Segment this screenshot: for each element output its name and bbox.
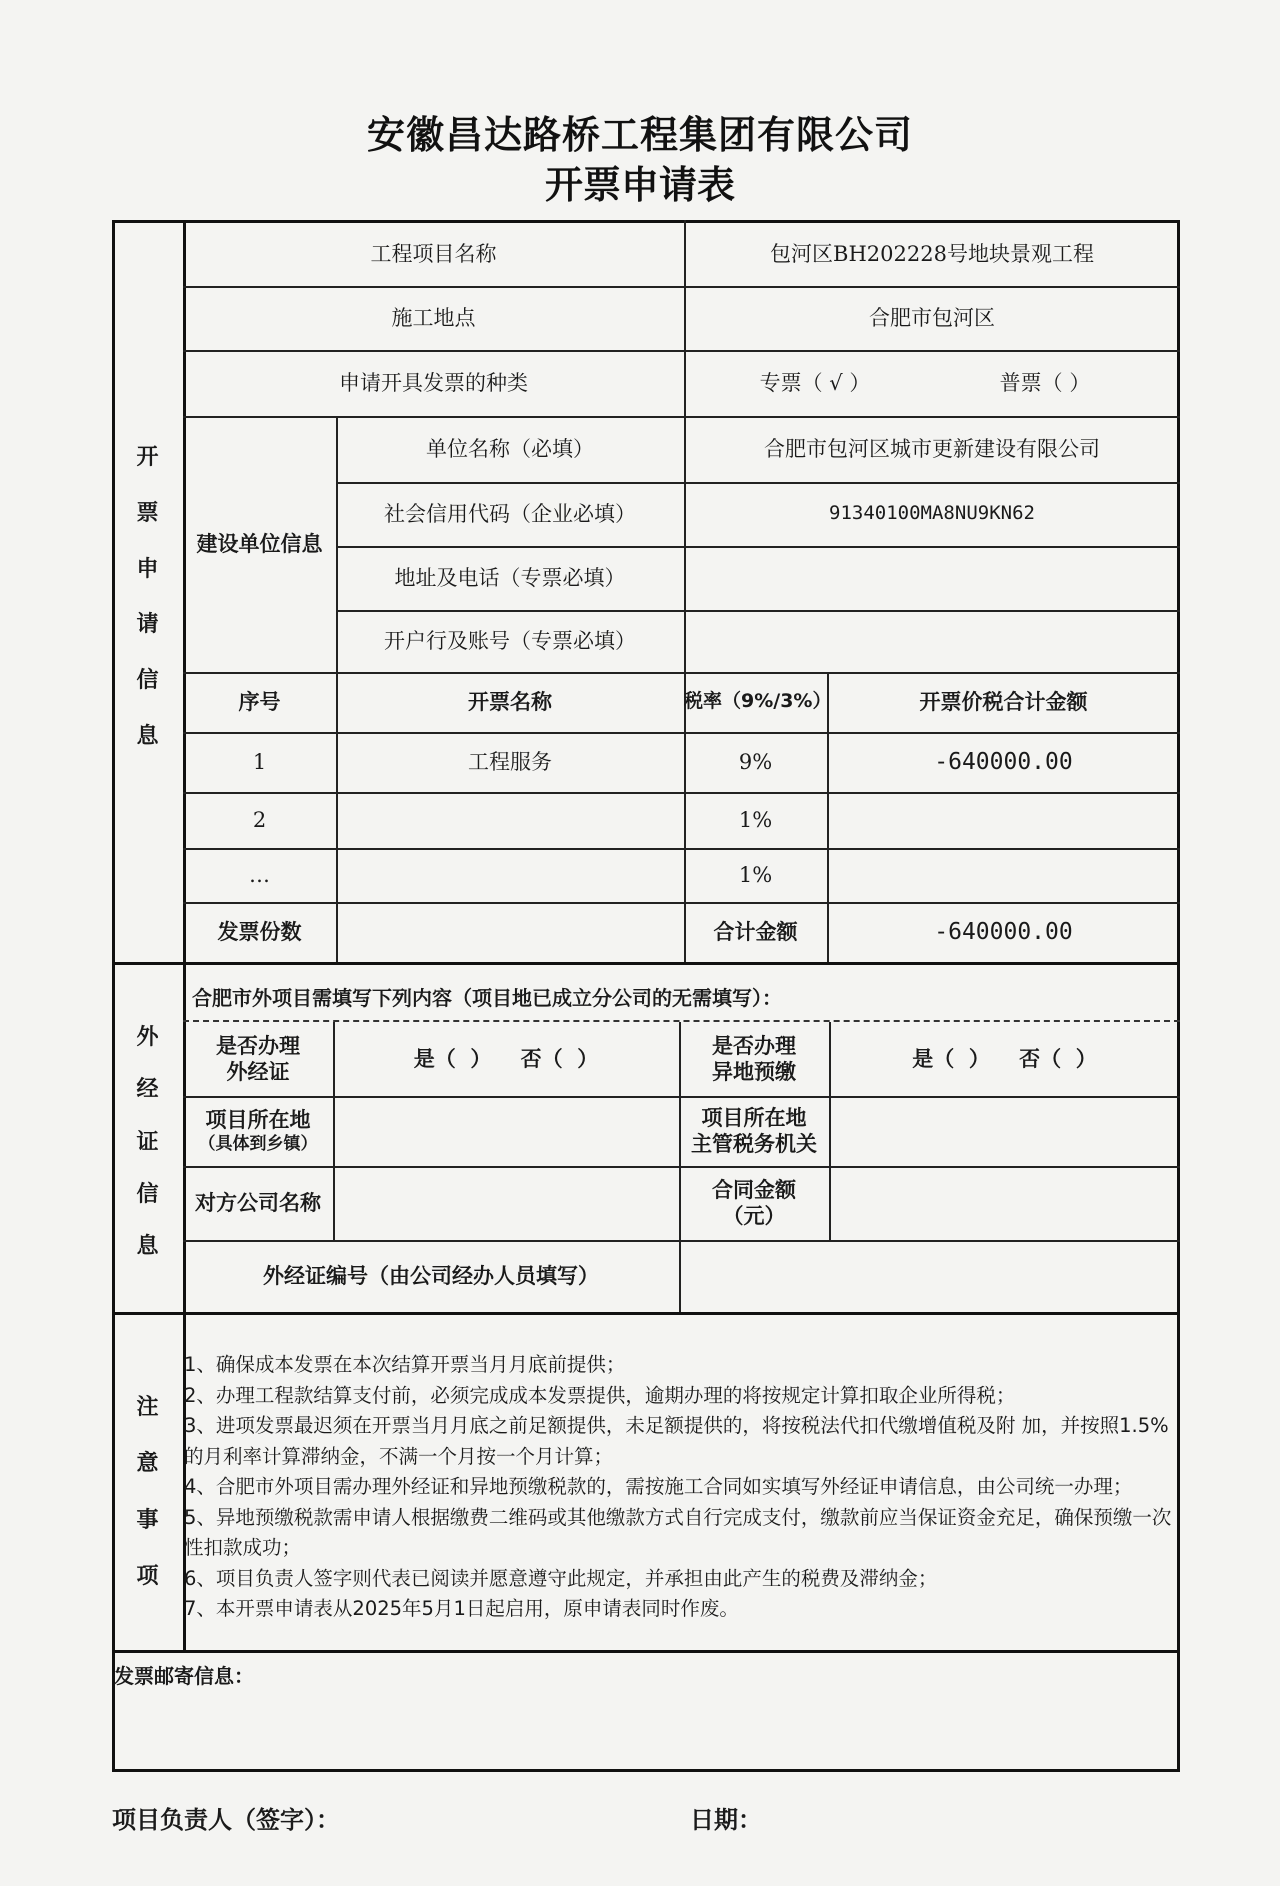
bank-label: 开户行及账号（专票必填） [384, 628, 636, 653]
signer-label: 项目负责人（签字）： [112, 1806, 340, 1834]
table-row-1-name[interactable]: 工程服务 [468, 749, 552, 774]
bank-value[interactable] [684, 610, 1180, 672]
prepay-label: 是否办理 异地预缴 [712, 1033, 796, 1084]
invoice-type-special[interactable]: 专票（ √ ） [759, 370, 871, 395]
table-row-3-rate[interactable]: 1% [738, 862, 773, 887]
note-item: 2、办理工程款结算支付前，必须完成成本发票提供，逾期办理的将按规定计算扣取企业所得税； [184, 1383, 1016, 1407]
address-label: 地址及电话（专票必填） [394, 565, 626, 590]
mailing-info-label: 发票邮寄信息： [114, 1664, 254, 1688]
note-item: 3、进项发票最迟须在开票当月月底之前足额提供，未足额提供的，将按税法代扣代缴增值税及附 加，并按照1.5%的月利率计算滞纳金，不满一个月按一个月计算； [184, 1414, 1169, 1468]
note-item: 4、合肥市外项目需办理外经证和异地预缴税款的，需按施工合同如实填写外经证申请信息，由公司统一办理； [184, 1475, 1133, 1498]
table-row-2-name[interactable] [336, 792, 684, 848]
date-label: 日期： [690, 1806, 762, 1834]
project-name-value[interactable]: 包河区BH202228号地块景观工程 [770, 241, 1094, 266]
cert-number-value[interactable] [679, 1240, 1180, 1312]
side-label-foreign-cert: 外 经 证 信 息 [136, 1025, 159, 1259]
invoice-type-normal[interactable]: 普票（ ） [999, 370, 1091, 395]
table-header-no: 序号 [238, 689, 281, 714]
table-header-rate: 税率（9%/3%） [684, 690, 832, 713]
cert-number-label: 外经证编号（由公司经办人员填写） [263, 1263, 599, 1288]
table-row-1-rate[interactable]: 9% [738, 749, 773, 774]
table-row-1-no: 1 [252, 749, 267, 774]
company-title: 安徽昌达路桥工程集团有限公司 [366, 113, 913, 157]
unit-name-value[interactable]: 合肥市包河区城市更新建设有限公司 [764, 436, 1100, 461]
total-amount-label: 合计金额 [713, 919, 798, 944]
side-label-invoice-info: 开 票 申 请 信 息 [136, 445, 159, 749]
table-header-amount: 开票价税合计金额 [919, 689, 1088, 714]
table-row-1-amount[interactable]: -640000.00 [934, 748, 1073, 775]
contract-amount-label: 合同金额 （元） [712, 1177, 796, 1228]
counterparty-label: 对方公司名称 [195, 1190, 321, 1215]
contract-amount-value[interactable] [829, 1166, 1180, 1240]
side-label-notes: 注 意 事 项 [136, 1395, 159, 1589]
note-item: 5、异地预缴税款需申请人根据缴费二维码或其他缴款方式自行完成支付，缴款前应当保证资金充足，确保预缴一次性扣款成功； [184, 1505, 1172, 1559]
note-item: 7、本开票申请表从2025年5月1日起启用，原申请表同时作废。 [184, 1597, 739, 1620]
unit-name-label: 单位名称（必填） [426, 436, 594, 461]
address-value[interactable] [684, 546, 1180, 610]
location-value[interactable] [333, 1096, 679, 1166]
counterparty-value[interactable] [333, 1166, 679, 1240]
tax-authority-value[interactable] [829, 1096, 1180, 1166]
builder-section-label: 建设单位信息 [196, 531, 323, 556]
table-row-3-no: … [249, 862, 270, 887]
tax-authority-label: 项目所在地 主管税务机关 [691, 1105, 817, 1156]
table-row-2-no: 2 [252, 807, 267, 832]
table-row-2-amount[interactable] [827, 792, 1180, 848]
note-item: 1、确保成本发票在本次结算开票当月月底前提供； [184, 1353, 626, 1376]
table-header-name: 开票名称 [468, 689, 552, 714]
cert-label: 是否办理 外经证 [216, 1033, 300, 1084]
site-value[interactable]: 合肥市包河区 [869, 305, 995, 330]
note-item: 6、项目负责人签字则代表已阅读并愿意遵守此规定，并承担由此产生的税费及滞纳金； [184, 1566, 938, 1590]
project-name-label: 工程项目名称 [370, 241, 497, 266]
location-label: 项目所在地 （具体到乡镇） [198, 1108, 318, 1154]
table-row-3-amount[interactable] [827, 848, 1180, 902]
invoice-count-value[interactable] [336, 902, 684, 962]
invoice-type-label: 申请开具发票的种类 [339, 370, 528, 395]
table-row-2-rate[interactable]: 1% [738, 807, 773, 832]
cert-options[interactable]: 是（ ） 否（ ） [413, 1046, 599, 1071]
credit-code-label: 社会信用代码（企业必填） [384, 501, 636, 526]
invoice-count-label: 发票份数 [217, 919, 302, 944]
mailing-info-field[interactable] [114, 1692, 1176, 1768]
total-amount-value[interactable]: -640000.00 [934, 918, 1073, 945]
form-title: 开票申请表 [544, 163, 735, 207]
site-label: 施工地点 [391, 305, 476, 330]
foreign-instruction: 合肥市外项目需填写下列内容（项目地已成立分公司的无需填写）： [192, 986, 782, 1010]
prepay-options[interactable]: 是（ ） 否（ ） [912, 1046, 1097, 1071]
table-row-3-name[interactable] [336, 848, 684, 902]
credit-code-value[interactable]: 91340100MA8NU9KN62 [829, 502, 1035, 525]
notes-list [184, 1350, 1174, 1625]
